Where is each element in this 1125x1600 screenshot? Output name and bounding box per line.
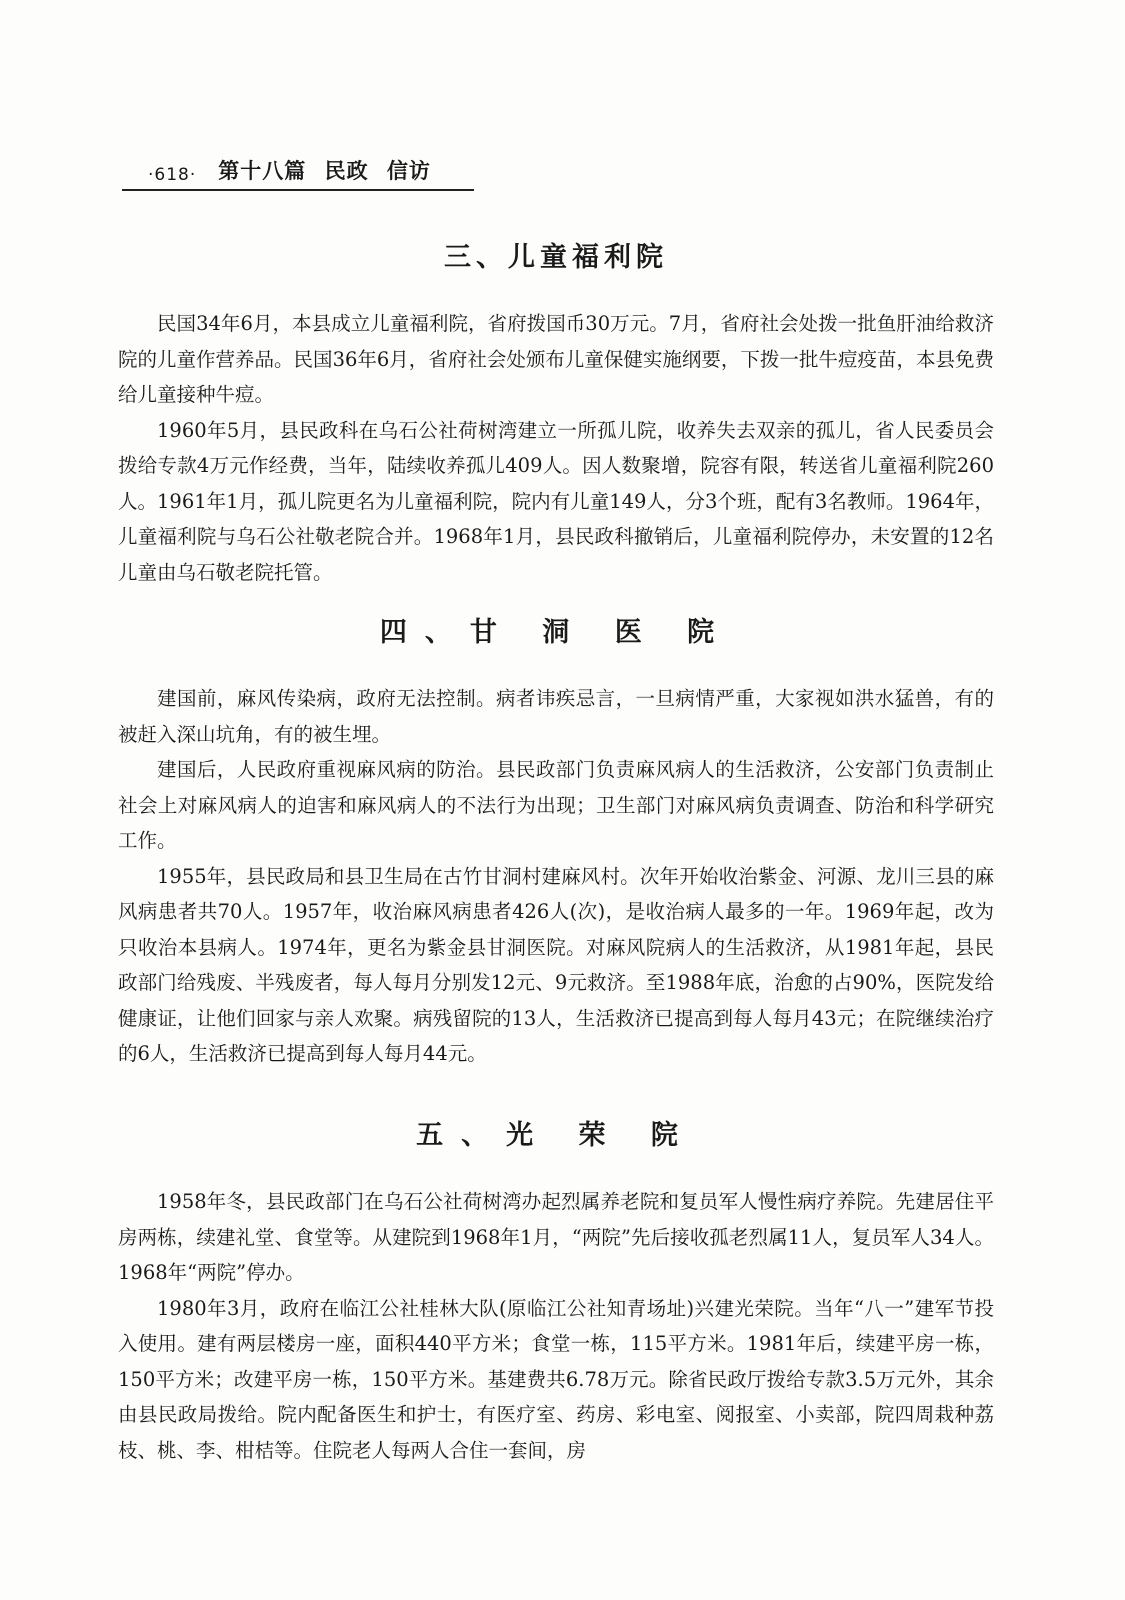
paragraph: 建国前，麻风传染病，政府无法控制。病者讳疾忌言，一旦病情严重，大家视如洪水猛兽，有的被赶入深山坑角，有的被生埋。: [118, 687, 994, 746]
section-heading: 五、光 荣 院: [416, 1120, 696, 1151]
section-heading: 三、儿童福利院: [444, 242, 668, 273]
running-header: [122, 155, 474, 191]
paragraph: 民国34年6月，本县成立儿童福利院，省府拨国币30万元。7月，省府社会处拨一批鱼肝油给救济院的儿童作营养品。民国36年6月，省府社会处颁布儿童保健实施纲要，下拨一批牛痘疫苗，本县免费给儿童接种牛痘。: [118, 312, 994, 406]
section-gandong-hospital: [118, 615, 994, 1072]
section-heading: 四、甘 洞 医 院: [379, 617, 733, 648]
page-number: ·618·: [148, 165, 197, 185]
paragraph: 1980年3月，政府在临江公社桂林大队(原临江公社知青场址)兴建光荣院。当年“八一”建军节投入使用。建有两层楼房一座，面积440平方米；食堂一栋，115平方米。1981年后，续建平房一栋，150平方米；改建平房一栋，150平方米。基建费共6.78万元。除省民政厅拨给专款3.5万元外，其余由县民政局拨给。院内配备医生和护士，有医疗室、药房、彩电室、阅报室、小卖部，院四周栽种荔枝、桃、李、柑桔等。住院老人每两人合住一套间，房: [118, 1296, 994, 1462]
paragraph: 1958年冬，县民政部门在乌石公社荷树湾办起烈属养老院和复员军人慢性病疗养院。先建居住平房两栋，续建礼堂、食堂等。从建院到1968年1月，“两院”先后接收孤老烈属11人，复员军人34人。1968年“两院”停办。: [118, 1190, 994, 1284]
section-glory-home: [118, 1118, 994, 1468]
paragraph: 1955年，县民政局和县卫生局在古竹甘洞村建麻风村。次年开始收治紫金、河源、龙川三县的麻风病患者共70人。1957年，收治麻风病患者426人(次)，是收治病人最多的一年。1969年起，改为只收治本县病人。1974年，更名为紫金县甘洞医院。对麻风院病人的生活救济，从1981年起，县民政部门给残废、半残废者，每人每月分别发12元、9元救济。至1988年底，治愈的占90%，医院发给健康证，让他们回家与亲人欢聚。病残留院的13人，生活救济已提高到每人每月43元；在院继续治疗的6人，生活救济已提高到每人每月44元。: [118, 864, 994, 1065]
section-childrens-welfare: [118, 240, 994, 590]
paragraph: 建国后，人民政府重视麻风病的防治。县民政部门负责麻风病人的生活救济，公安部门负责制止社会上对麻风病人的迫害和麻风病人的不法行为出现；卫生部门对麻风病负责调查、防治和科学研究工作。: [118, 758, 994, 852]
paragraph: 1960年5月，县民政科在乌石公社荷树湾建立一所孤儿院，收养失去双亲的孤儿，省人民委员会拨给专款4万元作经费，当年，陆续收养孤儿409人。因人数聚增，院容有限，转送省儿童福利院260人。1961年1月，孤儿院更名为儿童福利院，院内有儿童149人，分3个班，配有3名教师。1964年，儿童福利院与乌石公社敬老院合并。1968年1月，县民政科撤销后，儿童福利院停办，未安置的12名儿童由乌石敬老院托管。: [118, 418, 994, 584]
chapter-title: 第十八篇 民政 信访: [218, 159, 431, 183]
